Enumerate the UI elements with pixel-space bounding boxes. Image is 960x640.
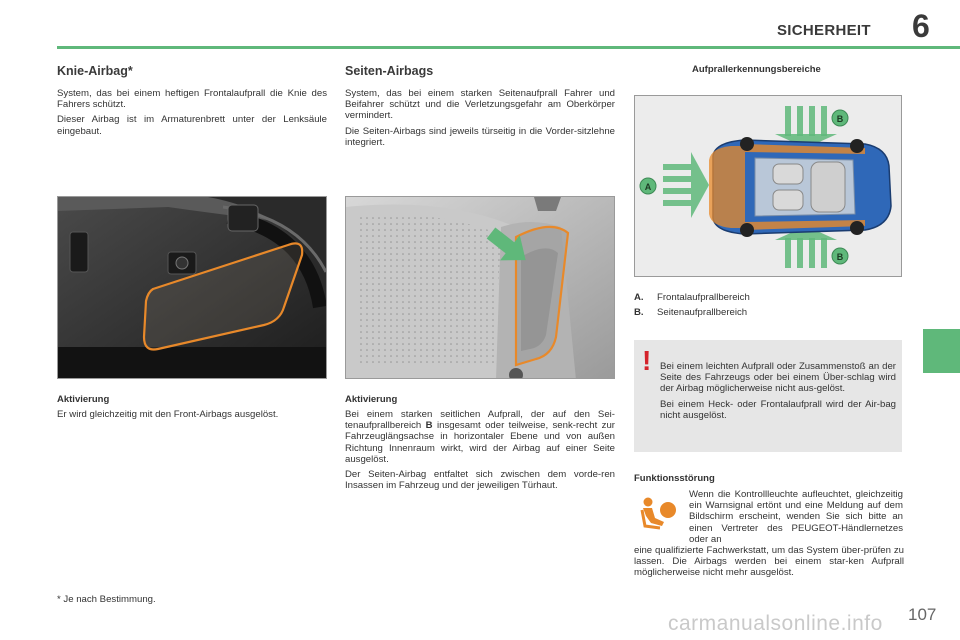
side-airbags-heading: Seiten-Airbags: [345, 64, 434, 78]
warning-note-text: [660, 361, 896, 425]
seat-illustration: [346, 197, 615, 379]
knee-airbag-text: [57, 88, 327, 141]
impact-zones-title: Aufprallerkennungsbereiche: [692, 64, 821, 75]
section-title: SICHERHEIT: [777, 22, 871, 39]
car-topview-illustration: [635, 96, 902, 277]
warning-exclamation-icon: !: [642, 345, 652, 376]
impact-zones-diagram: [634, 95, 902, 277]
malfunction-text-full: eine qualifizierte Fachwerkstatt, um das System über-prüfen zu lassen. Die Airbags werden bei einem star-ken Aufprall möglicherweise nicht mehr ausgelöst.: [634, 545, 904, 579]
side-activation-text: [345, 409, 615, 495]
side-airbags-para2: Die Seiten-Airbags sind jeweils türseitig in die Vorder-sitzlehne integriert.: [345, 125, 615, 148]
legend-item-a: A. Frontalaufprallbereich: [634, 292, 750, 303]
page-number: 107: [908, 605, 937, 624]
side-airbags-text: [345, 88, 615, 152]
knee-airbag-para1: System, das bei einem heftigen Frontalaufprall die Knie des Fahrers schützt.: [57, 88, 327, 111]
side-activation-heading: Aktivierung: [345, 394, 398, 405]
knee-activation-heading: Aktivierung: [57, 394, 110, 405]
label-b-badge-bottom: [832, 248, 848, 264]
side-airbag-photo: [345, 196, 615, 379]
malfunction-heading: Funktionsstörung: [634, 473, 715, 484]
svg-text:A: A: [644, 182, 652, 192]
airbag-warning-lamp-icon: [638, 496, 678, 532]
car-body: [709, 137, 891, 237]
dashboard-illustration: [58, 197, 327, 379]
side-airbags-para1: System, das bei einem starken Seitenaufprall Fahrer und Beifahrer schützt und die Verletzungsgefahr am Oberkörper vermindert.: [345, 88, 615, 122]
header-divider: [57, 46, 960, 49]
side-activation-para1: Bei einem starken seitlichen Aufprall, der auf den Sei-tenaufprallbereich B insgesamt oder teilweise, senk-recht zur Fahrzeuglängsachse in horizontaler Ebene und von außen Richtung Innenraum wirkt, wird der Airbag auf einer Seite ausgelöst.: [345, 409, 616, 465]
knee-activation-text: Er wird gleichzeitig mit den Front-Airbags ausgelöst.: [57, 409, 279, 420]
label-b-badge-top: [832, 110, 848, 126]
chapter-side-tab: [923, 329, 960, 373]
watermark: carmanualsonline.info: [668, 612, 883, 635]
knee-airbag-heading: Knie-Airbag*: [57, 64, 133, 78]
warning-para2: Bei einem Heck- oder Frontalaufprall wird der Air-bag nicht ausgelöst.: [660, 398, 896, 421]
footnote: * Je nach Bestimmung.: [57, 594, 156, 605]
svg-text:B: B: [836, 114, 844, 124]
svg-text:B: B: [836, 252, 844, 262]
label-a-badge: [640, 178, 656, 194]
malfunction-text-indented: Wenn die Kontrollleuchte aufleuchtet, gleichzeitig ein Warnsignal ertönt und eine Meldung auf dem Bildschirm erscheint, wenden Sie sich bitte an einen Vertreter des PEUGEOT-Händlernetzes oder an: [689, 489, 903, 545]
chapter-number: 6: [912, 8, 930, 44]
knee-airbag-para2: Dieser Airbag ist im Armaturenbrett unter der Lenksäule eingebaut.: [57, 114, 327, 137]
warning-para1: Bei einem leichten Aufprall oder Zusammenstoß an der Seite des Fahrzeugs oder bei einem Über-schlag wird der Airbag möglicherweise nicht aus-gelöst.: [660, 361, 896, 395]
legend-item-b: B. Seitenaufprallbereich: [634, 307, 748, 318]
side-activation-para2: Der Seiten-Airbag entfaltet sich zwischen dem vorde-ren Insassen im Fahrzeug und der jeweiligen Türhaut.: [345, 469, 615, 492]
knee-airbag-photo: [57, 196, 327, 379]
